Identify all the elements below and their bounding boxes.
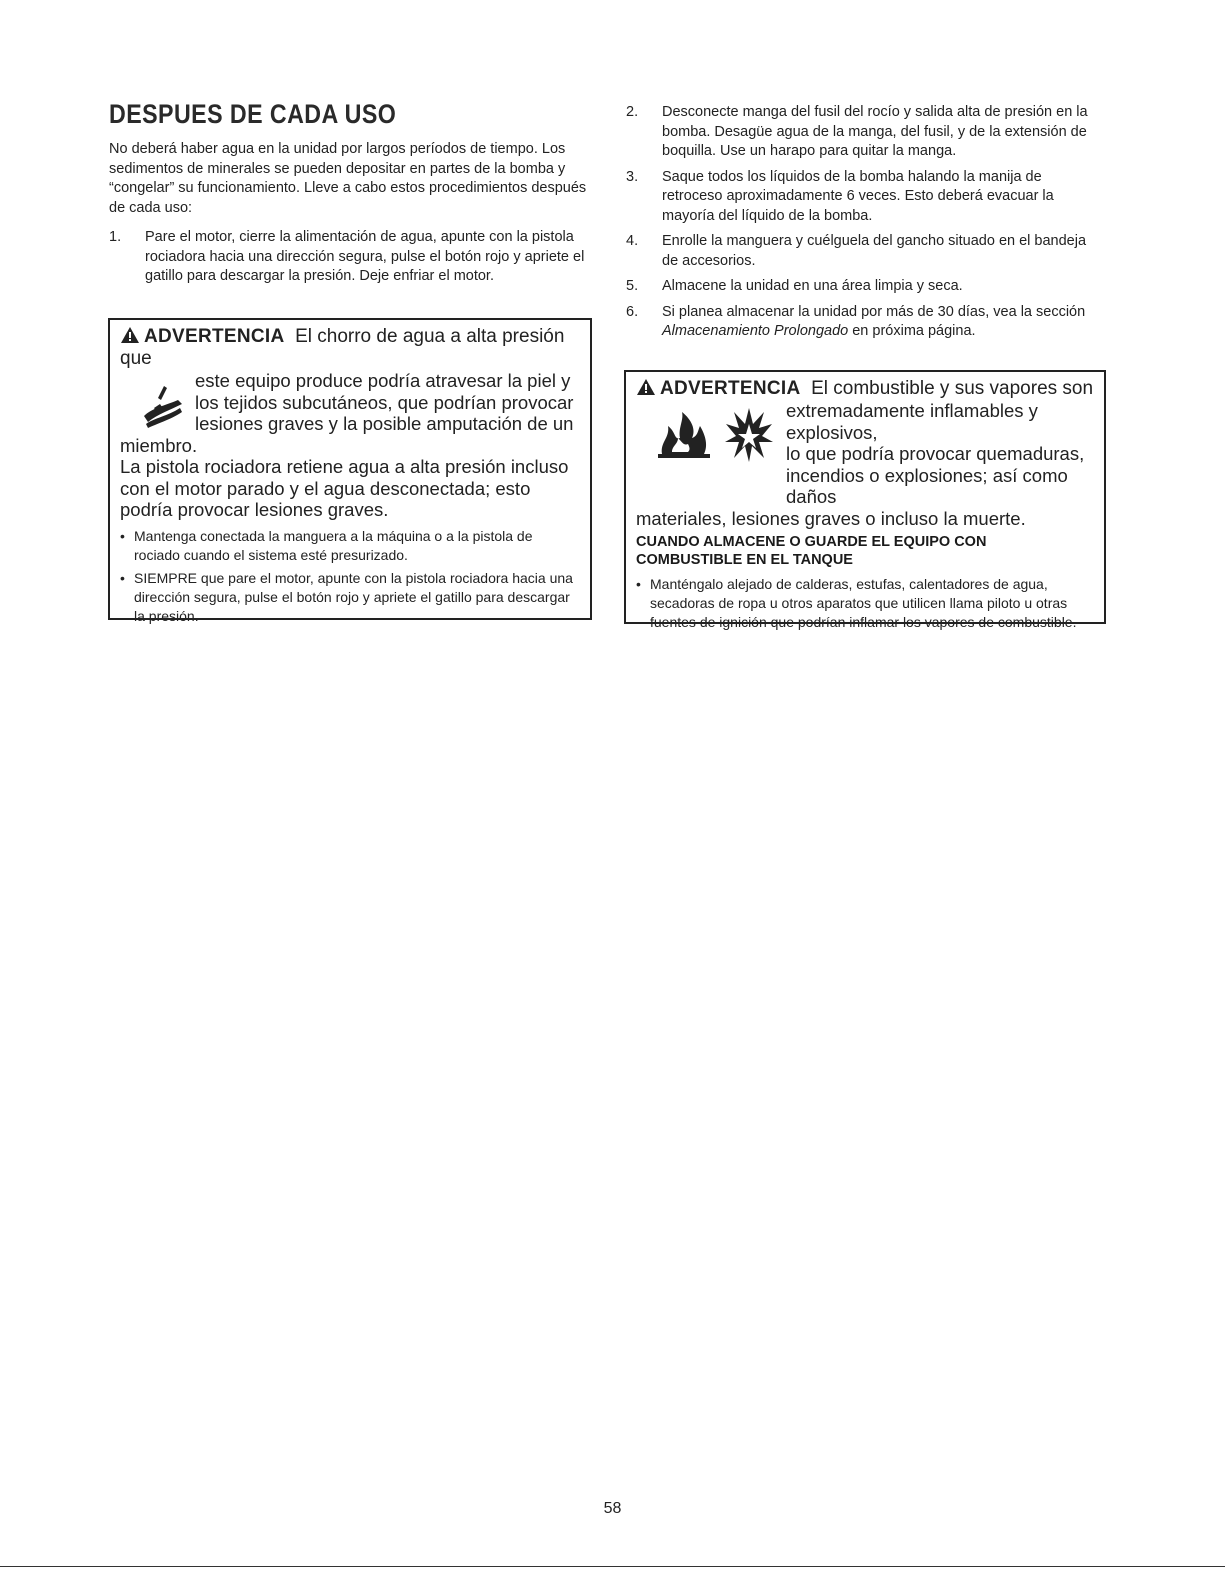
bullet-dot-icon: • — [120, 569, 125, 586]
warning-line-3: los tejidos subcutáneos, que podrían provocar — [195, 391, 574, 413]
bullet-text: Manténgalo alejado de calderas, estufas, calentadores de agua, secadoras de ropa u otros aparatos que utilicen llama piloto u otras fuentes de ignición que podrían inflamar los vapores de combustible. — [650, 576, 1077, 630]
step-item — [626, 232, 1096, 271]
fire-icon — [654, 408, 714, 462]
bullet-dot-icon: • — [636, 576, 641, 592]
step-number: 6. — [626, 303, 639, 320]
step-text: Pare el motor, cierre la alimentación de agua, apunte con la pistola rociadora hacia una dirección segura, pulse el botón rojo y apriete el gatillo para descargar la presión. Deje enfriar el motor. — [145, 229, 585, 284]
step-text-part: Si planea almacenar la unidad por más de 30 días, vea la sección — [662, 303, 1086, 320]
warning-label: ADVERTENCIA — [144, 326, 285, 347]
warning-line-4: incendios o explosiones; así como daños — [786, 464, 1068, 507]
explosion-icon — [724, 406, 774, 464]
warning-line-3: lo que podría provocar quemaduras, — [786, 443, 1085, 464]
step-text — [662, 304, 1085, 340]
step-item — [626, 103, 1096, 162]
step-text: Saque todos los líquidos de la bomba halando la manija de retroceso aproximadamente 6 veces. Esto deberá evacuar la mayoría del líquido de la bomba. — [662, 168, 1054, 224]
step-text: Almacene la unidad en una área limpia y seca. — [662, 278, 963, 294]
warning-bullets — [636, 575, 1094, 632]
warning-line-1: El combustible y sus vapores son — [811, 378, 1094, 399]
warning-bullets — [120, 527, 580, 626]
warning-line-5: miembro. — [120, 434, 198, 456]
bullet-text: SIEMPRE que pare el motor, apunte con la pistola rociadora hacia una dirección segura, pulse el botón rojo y apriete el gatillo para descargar la presión. — [134, 569, 573, 624]
bullet-text: Mantenga conectada la manguera a la máquina o a la pistola de rociado cuando el sistema esté presurizado. — [134, 527, 533, 563]
step-text: Enrolle la manguera y cuélguela del gancho situado en el bandeja de accesorios. — [662, 233, 1087, 269]
page-number: 58 — [603, 1500, 622, 1517]
warning-figure-text — [636, 400, 1094, 529]
bullet-item — [120, 569, 580, 626]
steps-list-left — [109, 228, 589, 287]
warning-figure-text — [120, 370, 580, 456]
intro-paragraph: No deberá haber agua en la unidad por largos períodos de tiempo. Los sedimentos de minerales se pueden depositar en partes de la bomba y “congelar” su funcionamiento. Lleve a cabo estos procedimientos después de cada uso: — [109, 141, 587, 216]
step-number: 2. — [626, 104, 639, 120]
step-number: 3. — [626, 168, 639, 185]
warning-triangle-icon — [120, 326, 140, 344]
warning-triangle-icon — [636, 378, 656, 396]
step-number: 5. — [626, 278, 639, 294]
step-text: Desconecte manga del fusil del rocío y salida alta de presión en la bomba. Desagüe agua de la manga, del fusil, y de la extensión de boquilla. Use un harapo para quitar la manga. — [662, 104, 1088, 159]
bullet-dot-icon: • — [120, 527, 125, 544]
bullet-item — [120, 527, 580, 565]
warning-line-1: El chorro de agua a alta presión que — [120, 326, 565, 369]
warning-line-2: extremadamente inflamables y explosivos, — [786, 400, 1038, 443]
steps-list-right — [626, 103, 1096, 348]
warning-paragraph: La pistola rociadora retiene agua a alta presión incluso con el motor parado y el agua desconectada; esto podría provocar lesiones graves. — [120, 456, 569, 520]
warning-heading — [120, 326, 580, 370]
warning-line-4: lesiones graves y la posible amputación de un — [195, 413, 574, 434]
bullet-item — [636, 575, 1094, 632]
storage-caution-heading: CUANDO ALMACENE O GUARDE EL EQUIPO CON COMBUSTIBLE EN EL TANQUE — [636, 534, 987, 568]
bottom-divider — [0, 1566, 1225, 1567]
step-text-part: en próxima página. — [848, 323, 976, 339]
section-title: DESPUES DE CADA USO — [109, 99, 397, 129]
warning-box-pressure — [108, 318, 592, 624]
step-item — [626, 277, 1096, 297]
step-item — [109, 228, 589, 287]
warning-box-fuel — [624, 370, 1106, 630]
step-item — [626, 303, 1096, 342]
warning-heading — [636, 378, 1094, 400]
step-number: 1. — [109, 229, 122, 245]
warning-label: ADVERTENCIA — [660, 378, 801, 399]
step-item — [626, 168, 1096, 227]
warning-line-5: materiales, lesiones graves o incluso la muerte. — [636, 507, 1026, 529]
step-number: 4. — [626, 233, 639, 249]
warning-line-2: este equipo produce podría atravesar la piel y — [195, 370, 571, 391]
section-reference: Almacenamiento Prolongado — [662, 323, 849, 339]
high-pressure-injection-icon — [134, 378, 194, 433]
